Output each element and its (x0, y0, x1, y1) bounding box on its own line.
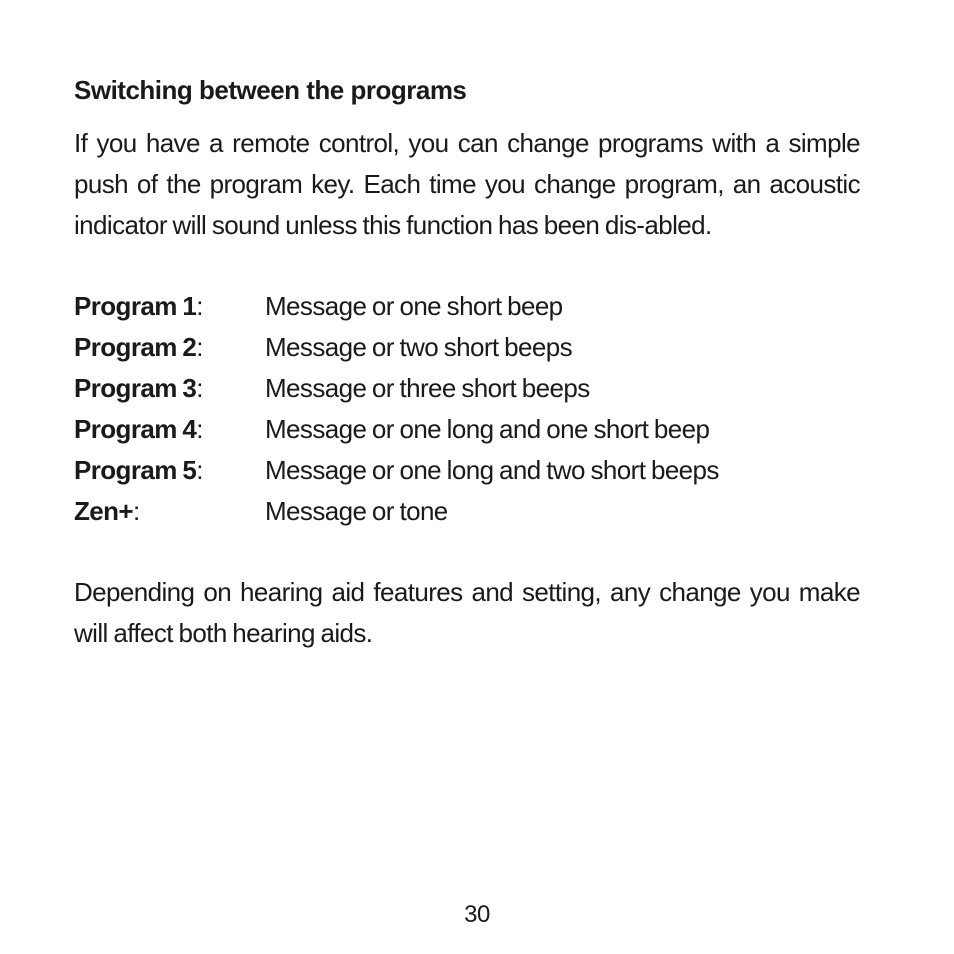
program-label (74, 491, 265, 532)
program-separator: : (196, 291, 203, 321)
program-description: Message or one short beep (265, 291, 563, 321)
program-row (74, 286, 860, 327)
manual-page (74, 70, 860, 654)
program-description: Message or three short beeps (265, 373, 590, 403)
program-label (74, 286, 265, 327)
program-name: Program 1 (74, 291, 197, 321)
intro-paragraph: If you have a remote control, you can change programs with a simple push of the program key. Each time you change program, an acoustic indicator will sound unless this function has been dis-abled. (74, 128, 860, 240)
program-name: Program 3 (74, 373, 197, 403)
program-name: Zen+ (74, 496, 134, 526)
program-separator: : (196, 455, 203, 485)
program-description: Message or tone (265, 496, 448, 526)
program-label (74, 327, 265, 368)
section-title: Switching between the programs (74, 75, 467, 105)
program-name: Program 5 (74, 455, 197, 485)
program-separator: : (196, 332, 203, 362)
program-label (74, 409, 265, 450)
program-row (74, 327, 860, 368)
page-number: 30 (464, 901, 490, 928)
program-description: Message or one long and two short beeps (265, 455, 719, 485)
program-list (74, 286, 860, 532)
program-row (74, 409, 860, 450)
program-separator: : (133, 496, 140, 526)
program-row (74, 491, 860, 532)
program-name: Program 4 (74, 414, 197, 444)
program-label (74, 368, 265, 409)
footer-paragraph: Depending on hearing aid features and setting, any change you make will affect both hearing aids. (74, 577, 860, 648)
program-description: Message or one long and one short beep (265, 414, 710, 444)
program-separator: : (196, 414, 203, 444)
program-row (74, 368, 860, 409)
program-label (74, 450, 265, 491)
program-description: Message or two short beeps (265, 332, 573, 362)
program-row (74, 450, 860, 491)
program-separator: : (196, 373, 203, 403)
program-name: Program 2 (74, 332, 197, 362)
